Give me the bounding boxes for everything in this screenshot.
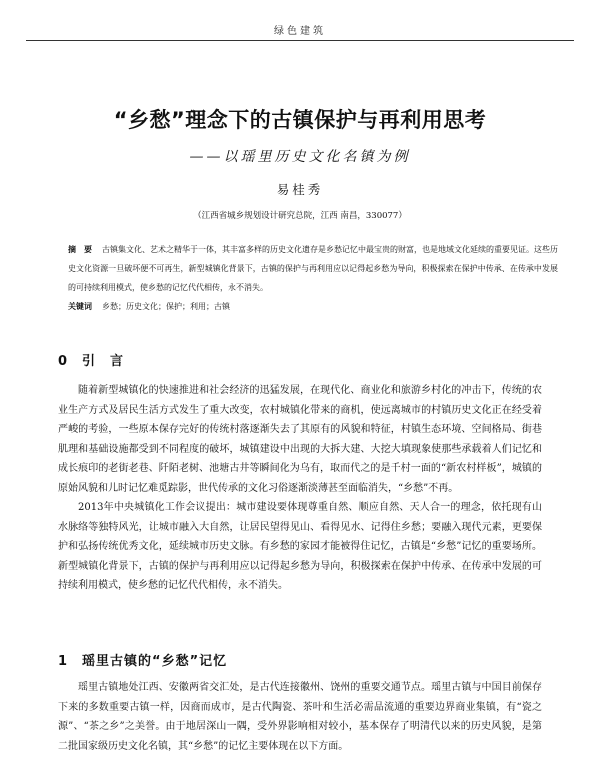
- header-divider: [26, 40, 574, 41]
- keywords-label: 关键词: [68, 302, 92, 311]
- section-heading-yaoli-memory: 1 瑶里古镇的“乡愁”记忆: [58, 654, 228, 669]
- abstract-text: 古镇集文化、艺术之精华于一体，其丰富多样的历史文化遗存是乡愁记忆中最宝贵的财富，也是地域文化延续的重要见证。这些历史文化资源一旦破坏便不可再生，新型城镇化背景下，古镇的保护与再利用应以记得起乡愁为导向，积极探索在保护中传承、在传承中发展的可持续利用模式，使乡愁的记忆代代相传，永不消失。: [68, 245, 558, 292]
- abstract-label: 摘 要: [68, 245, 92, 254]
- abstract-paragraph: [68, 240, 558, 297]
- author-affiliation: （江西省城乡规划设计研究总院，江西 南昌，330077）: [193, 211, 407, 221]
- section-heading-introduction: 0 引 言: [58, 354, 125, 369]
- body-paragraph: 随着新型城镇化的快速推进和社会经济的迅猛发展，在现代化、商业化和旅游乡村化的冲击下，传统的农业生产方式及居民生活方式发生了重大改变，农村城镇化带来的商机，使远离城市的村镇历史文化正在经受着严峻的考验，一些原本保存完好的传统村落逐渐失去了其原有的风貌和特征，村镇生态环境、空间格局、街巷肌理和基础设施都受到不同程度的破坏，城镇建设中出现的大拆大建、大挖大填现象使那些承载着人们记忆和成长痕印的老街老巷、阡陌老树、池塘古井等瞬间化为乌有，取而代之的是千村一面的“新农村样板”，城镇的原始风貌和儿时记忆难觅踪影，世代传承的文化习俗逐渐淡薄甚至面临消失，“乡愁”不再。: [58, 385, 542, 494]
- paper-subtitle: ——以瑶里历史文化名镇为例: [189, 149, 411, 165]
- keywords-paragraph: [68, 297, 558, 316]
- abstract-block: [68, 240, 558, 316]
- keywords-text: 乡愁；历史文化；保护；利用；古镇: [102, 302, 230, 311]
- section-body-yaoli-memory: [58, 678, 542, 756]
- journal-section-label: 绿色建筑: [274, 26, 326, 37]
- author-name: 易桂秀: [276, 182, 324, 197]
- running-header: [0, 0, 600, 46]
- paper-title: “乡愁”理念下的古镇保护与再利用思考: [113, 108, 487, 132]
- section-body-introduction: [58, 381, 542, 596]
- body-paragraph: 瑶里古镇地处江西、安徽两省交汇处，是古代连接徽州、饶州的重要交通节点。瑶里古镇与中国目前保存下来的多数重要古镇一样，因商而成市，是古代陶瓷、茶叶和生活必需品流通的重要边界商业集镇，有“瓷之源”、“茶之乡”之美誉。由于地居深山一隅，受外界影响相对较小，基本保存了明清代以来的历史风貌，是第二批国家级历史文化名镇，其“乡愁”的记忆主要体现在以下方面。: [58, 682, 542, 752]
- body-paragraph: 2013年中央城镇化工作会议提出：城市建设要体现尊重自然、顺应自然、天人合一的理念，依托现有山水脉络等独特风光，让城市融入大自然，让居民望得见山、看得见水、记得住乡愁；要融入现代元素，更要保护和弘扬传统优秀文化，延续城市历史文脉。有乡愁的家园才能被得住记忆，古镇是“乡愁”记忆的重要场所。新型城镇化背景下，古镇的保护与再利用应以记得起乡愁为导向，积极探索在保护中传承、在传承中发展的可持续利用模式，使乡愁的记忆代代相传，永不消失。: [58, 502, 542, 591]
